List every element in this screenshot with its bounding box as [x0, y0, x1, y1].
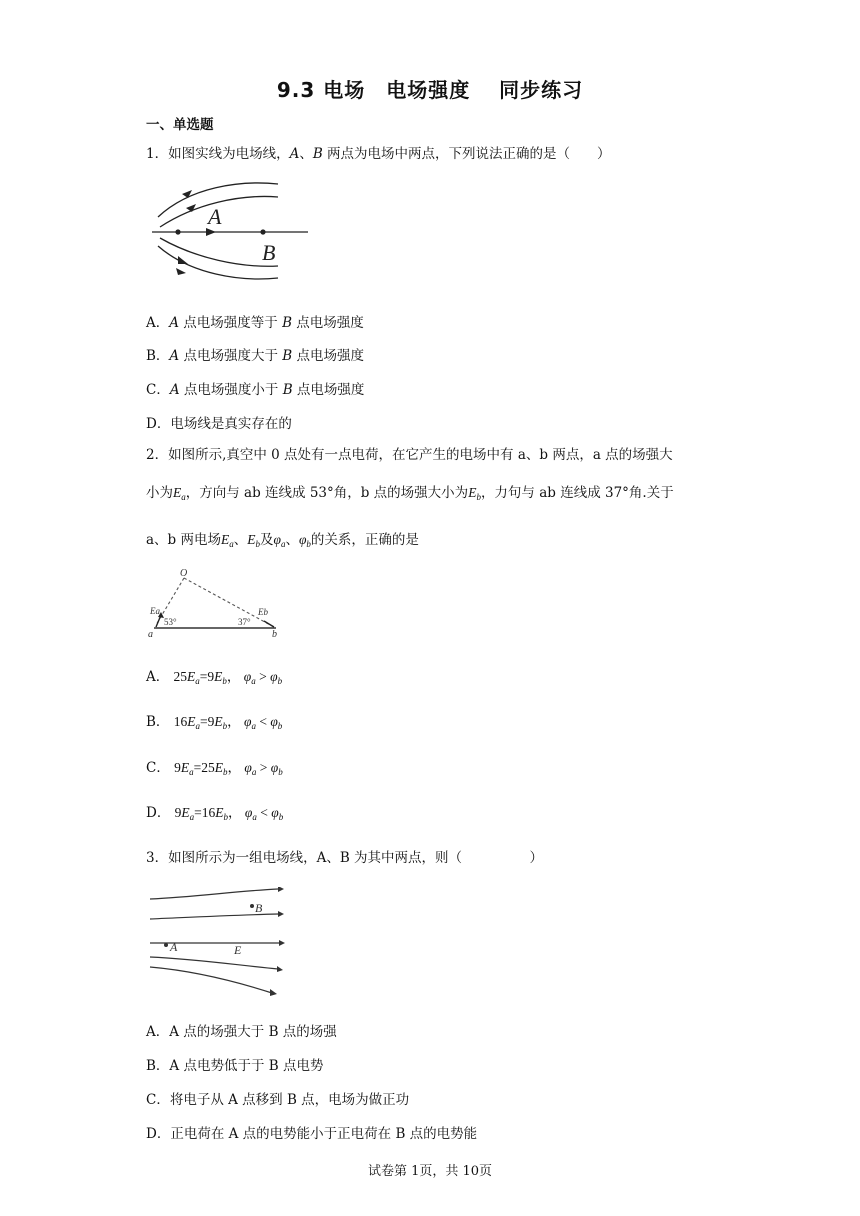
page-title: 9.3 电场 电场强度 同步练习 [276, 78, 584, 102]
arrow-top-inner [186, 204, 196, 212]
label-Ea: Ea [150, 606, 160, 616]
question-3-stem: 3．如图所示为一组电场线，A、B 为其中两点，则（ ） [146, 850, 544, 866]
arrow-bottom-inner [178, 256, 188, 264]
q1-option-C[interactable]: C．A 点电场强度小于 B 点电场强度 [146, 382, 365, 398]
q1-option-B[interactable]: B．A 点电场强度大于 B 点电场强度 [146, 348, 364, 364]
q2-option-D[interactable]: D． $9E_a=16E_b$， $\varphi_a < \varphi_b$ [146, 805, 284, 822]
question-2-figure [146, 565, 281, 640]
q2-option-A[interactable]: A． $25E_a=9E_b$， $\varphi_a > \varphi_b$ [146, 669, 283, 686]
q3-line-1 [150, 889, 278, 899]
label-A: A [208, 204, 222, 229]
q1-option-A[interactable]: A．A 点电场强度等于 B 点电场强度 [146, 315, 364, 331]
arrow-bottom-outer [176, 268, 186, 275]
label-B: B [262, 240, 276, 265]
label-angle-37: 37° [238, 617, 251, 627]
label-O: O [180, 568, 188, 579]
q3-label-B: B [255, 901, 263, 915]
q3-arrow-5 [270, 989, 277, 996]
field-line-bottom-inner [160, 238, 278, 266]
section-heading: 一、单选题 [146, 117, 214, 133]
q2-option-C[interactable]: C． $9E_a=25E_b$， $\varphi_a > \varphi_b$ [146, 760, 283, 777]
q3-arrow-4 [277, 966, 283, 972]
q3-arrow-3 [279, 940, 285, 946]
label-Eb: Eb [258, 607, 268, 617]
point-A-dot [175, 229, 180, 234]
q3-line-4 [150, 957, 278, 969]
question-1-stem: 1．如图实线为电场线，A、B 两点为电场中两点，下列说法正确的是（ ） [146, 146, 611, 162]
q3-arrow-1 [278, 887, 284, 892]
q3-point-B [250, 904, 254, 908]
q3-option-B[interactable]: B．A 点电势低于于 B 点电势 [146, 1058, 324, 1074]
question-3-figure [146, 887, 286, 997]
q3-point-A [164, 943, 168, 947]
arrow-center [206, 228, 216, 236]
label-a: a [148, 629, 153, 640]
q1-option-D[interactable]: D．电场线是真实存在的 [146, 416, 292, 432]
q2-option-B[interactable]: B． $16E_a=9E_b$， $\varphi_a < \varphi_b$ [146, 714, 283, 731]
q3-line-5 [150, 967, 272, 993]
page-footer: 试卷第 1页，共 10页 [367, 1164, 493, 1179]
q3-label-A: A [170, 940, 178, 954]
label-b: b [272, 629, 277, 640]
point-B-dot [260, 229, 265, 234]
question-2-line-1: 2．如图所示,真空中 0 点处有一点电荷，在它产生的电场中有 a、b 两点，a 点的场强大 [146, 447, 673, 463]
q3-option-D[interactable]: D．正电荷在 A 点的电势能小于正电荷在 B 点的电势能 [146, 1126, 478, 1142]
vector-Eb [264, 621, 274, 627]
label-angle-53: 53° [164, 617, 177, 627]
arrow-top-outer [182, 190, 192, 198]
q3-arrow-2 [278, 911, 284, 917]
q3-label-E: E [234, 943, 242, 957]
field-line-bottom-outer [158, 246, 278, 279]
question-2-line-3: a、b 两电场$E_a$、$E_b$及$\varphi_a$、$\varphi_b$的关系，正确的是 [146, 532, 419, 549]
line-Ob [184, 578, 274, 627]
q3-option-A[interactable]: A．A 点的场强大于 B 点的场强 [146, 1024, 337, 1040]
q3-option-C[interactable]: C．将电子从 A 点移到 B 点，电场为做正功 [146, 1092, 410, 1108]
question-1-figure [150, 172, 315, 290]
question-2-line-2: 小为$E_a$，方向与 ab 连线成 53°角，b 点的场强大小为$E_b$，力句与 ab 连线成 37°角.关于 [146, 485, 674, 502]
